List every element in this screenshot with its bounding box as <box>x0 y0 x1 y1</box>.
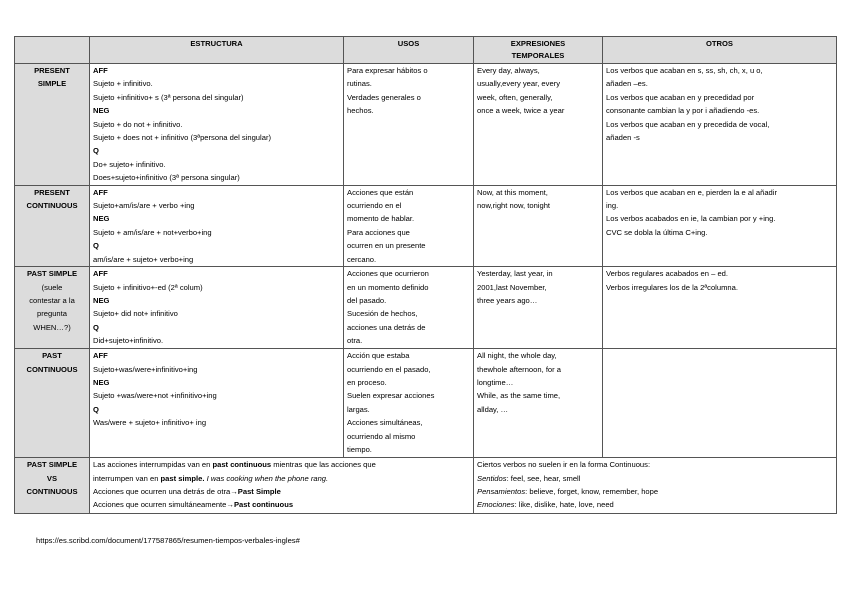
otros-line: CVC se dobla la última C+ing. <box>606 227 708 237</box>
vs-text: Las acciones interrumpidas van en <box>93 460 213 470</box>
otros-line: Los verbos que acaban en s, ss, sh, ch, x, u o, <box>606 66 763 75</box>
otros-line: Los verbos que acaban en y precedidad por <box>606 92 755 102</box>
row-title-note: WHEN…?) <box>33 322 71 332</box>
structure-line: Was/were + sujeto+ infinitivo+ ing <box>93 418 207 428</box>
vs-right-line: Ciertos verbos no suelen ir en la forma Continuous: <box>477 460 651 470</box>
structure-line: Sujeto+was/were+infinitivo+ing <box>93 364 198 374</box>
cell-vs-right <box>474 458 837 514</box>
usos-line: Acciones simultáneas, <box>347 418 423 428</box>
row-past-simple-vs-continuous <box>15 458 837 514</box>
usos-line: largas. <box>347 404 370 414</box>
row-past-continuous <box>15 349 837 458</box>
row-title-note: (suele <box>41 282 63 292</box>
expresiones-line: 2001,last November, <box>477 282 547 292</box>
cell-usos-past-simple <box>344 267 474 349</box>
usos-line: ocurren en un presente <box>347 241 426 251</box>
arrow-right-icon: → <box>230 486 238 496</box>
structure-line: Sujeto + do not + infinitivo. <box>93 119 183 129</box>
usos-line: Verdades generales o <box>347 92 421 102</box>
usos-line: hechos. <box>347 106 374 116</box>
neg-label: NEG <box>93 377 110 387</box>
structure-line: Sujeto+am/is/are + verbo +ing <box>93 201 195 211</box>
usos-line: ocurriendo en el pasado, <box>347 364 431 374</box>
usos-line: del pasado. <box>347 295 387 305</box>
otros-line: Los verbos acabados en ie, la cambian por y +ing. <box>606 214 776 224</box>
usos-line: Acción que estaba <box>347 351 410 361</box>
cell-otros-past-continuous <box>603 349 837 458</box>
vs-bold-text: past simple. <box>160 473 205 483</box>
aff-label: AFF <box>93 66 108 75</box>
aff-label: AFF <box>93 269 108 279</box>
row-title-line: CONTINUOUS <box>26 486 78 496</box>
row-title-line: SIMPLE <box>37 79 67 89</box>
row-title-note: contestar a la <box>29 295 75 305</box>
vs-category: Sentidos <box>477 473 507 483</box>
q-label: Q <box>93 322 99 332</box>
vs-category: Emociones <box>477 500 515 510</box>
neg-label: NEG <box>93 106 110 116</box>
usos-line: Suelen expresar acciones <box>347 391 435 401</box>
expresiones-line: week, often, generally, <box>477 92 553 102</box>
expresiones-line: While, as the same time, <box>477 391 561 401</box>
vs-left-line <box>93 498 470 511</box>
usos-line: Acciones que ocurrieron <box>347 269 429 279</box>
row-title-line: VS <box>46 473 58 483</box>
cell-expresiones-present-simple <box>474 64 603 186</box>
row-title-line: PAST SIMPLE <box>26 460 78 470</box>
otros-line: consonante cambian la y por i añadiendo -es. <box>606 106 760 116</box>
aff-label: AFF <box>93 351 108 361</box>
row-title-line: PAST <box>42 351 62 361</box>
header-expresiones-line: EXPRESIONES <box>510 39 566 48</box>
usos-line: Para acciones que <box>347 227 410 237</box>
vs-text: Acciones que ocurren una detrás de otra <box>93 486 231 496</box>
arrow-right-icon: → <box>226 500 234 510</box>
usos-line: ocurriendo en el <box>347 201 402 211</box>
vs-example-text: I was cooking when the phone rang. <box>206 473 329 483</box>
structure-line: Sujeto + infinitivo. <box>93 79 153 89</box>
structure-line: Do+ sujeto+ infinitivo. <box>93 159 166 169</box>
verb-tenses-table <box>14 36 837 514</box>
expresiones-line: longtime… <box>477 377 514 387</box>
vs-text: interrumpen van en <box>93 473 161 483</box>
header-otros: OTROS <box>603 37 837 64</box>
vs-left-line <box>93 485 470 498</box>
usos-line: ocurriendo al mismo <box>347 431 416 441</box>
row-title-line: PRESENT <box>34 66 70 75</box>
vs-text: : like, dislike, hate, love, need <box>514 500 614 510</box>
row-title-line: CONTINUOUS <box>26 201 78 211</box>
header-expresiones-line: TEMPORALES <box>511 51 565 60</box>
vs-text: Acciones que ocurren simultáneamente <box>93 500 227 510</box>
cell-usos-present-simple <box>344 64 474 186</box>
vs-category: Pensamientos <box>477 486 526 496</box>
header-row <box>15 37 837 64</box>
vs-right-line <box>477 472 833 485</box>
usos-line: tiempo. <box>347 444 372 454</box>
usos-line: en un momento definido <box>347 282 429 292</box>
header-corner <box>15 37 90 64</box>
structure-line: Did+sujeto+infinitivo. <box>93 336 164 346</box>
otros-line: Verbos irregulares los de la 2ªcolumna. <box>606 282 738 292</box>
vs-bold-text: Past Simple <box>237 486 281 496</box>
expresiones-line: Yesterday, last year, in <box>477 269 553 279</box>
header-expresiones <box>474 37 603 64</box>
vs-right-line <box>477 498 833 511</box>
row-title-past-simple <box>15 267 90 349</box>
cell-expresiones-past-continuous <box>474 349 603 458</box>
expresiones-line: allday, … <box>477 404 509 414</box>
row-title-past-continuous <box>15 349 90 458</box>
usos-line: Para expresar hábitos o <box>347 66 428 75</box>
structure-line: am/is/are + sujeto+ verbo+ing <box>93 254 194 264</box>
row-title-line: CONTINUOUS <box>26 364 78 374</box>
usos-line: Sucesión de hechos, <box>347 309 418 319</box>
otros-line: Los verbos que acaban en e, pierden la e al añadir <box>606 187 777 197</box>
otros-line: ing. <box>606 201 619 211</box>
otros-line: Los verbos que acaban en y precedida de vocal, <box>606 119 770 129</box>
expresiones-line: usually,every year, every <box>477 79 561 89</box>
neg-label: NEG <box>93 214 110 224</box>
cell-usos-present-continuous <box>344 185 474 266</box>
cell-expresiones-present-continuous <box>474 185 603 266</box>
cell-estructura-present-continuous <box>90 185 344 266</box>
row-title-line: PRESENT <box>34 187 70 197</box>
expresiones-line: All night, the whole day, <box>477 351 557 361</box>
vs-text: : feel, see, hear, smell <box>506 473 581 483</box>
usos-line: acciones una detrás de <box>347 322 426 332</box>
row-title-present-continuous <box>15 185 90 266</box>
expresiones-line: now,right now, tonight <box>477 201 551 211</box>
expresiones-line: thewhole afternoon, for a <box>477 364 562 374</box>
row-past-simple <box>15 267 837 349</box>
structure-line: Sujeto +infinitivo+ s (3ª persona del singular) <box>93 92 244 102</box>
otros-line: Verbos regulares acabados en – ed. <box>606 269 729 279</box>
cell-expresiones-past-simple <box>474 267 603 349</box>
header-estructura: ESTRUCTURA <box>90 37 344 64</box>
cell-estructura-past-simple <box>90 267 344 349</box>
row-title-note: pregunta <box>37 309 67 319</box>
cell-otros-past-simple <box>603 267 837 349</box>
structure-line: Sujeto + infinitivo+-ed (2ª colum) <box>93 282 203 292</box>
q-label: Q <box>93 241 99 251</box>
cell-otros-present-simple <box>603 64 837 186</box>
otros-line: añaden –es. <box>606 79 648 89</box>
vs-right-line <box>477 485 833 498</box>
expresiones-line: Every day, always, <box>477 66 540 75</box>
usos-line: momento de hablar. <box>347 214 415 224</box>
vs-left-line <box>93 472 470 485</box>
cell-otros-present-continuous <box>603 185 837 266</box>
row-present-continuous <box>15 185 837 266</box>
cell-estructura-present-simple <box>90 64 344 186</box>
expresiones-line: Now, at this moment, <box>477 187 548 197</box>
structure-line: Sujeto + does not + infinitivo (3ªpersona del singular) <box>93 133 271 143</box>
header-usos: USOS <box>344 37 474 64</box>
vs-text: mientras que las acciones que <box>271 460 376 470</box>
vs-bold-text: Past continuous <box>233 500 294 510</box>
vs-bold-text: past continuous <box>212 460 272 470</box>
row-title-vs <box>15 458 90 514</box>
structure-line: Sujeto +was/were+not +infinitivo+ing <box>93 391 217 401</box>
otros-line: añaden -s <box>606 133 640 143</box>
q-label: Q <box>93 146 99 156</box>
q-label: Q <box>93 404 99 414</box>
cell-estructura-past-continuous <box>90 349 344 458</box>
vs-left-line <box>93 458 470 471</box>
usos-line: Acciones que están <box>347 187 414 197</box>
structure-line: Sujeto + am/is/are + not+verbo+ing <box>93 227 212 237</box>
expresiones-line: once a week, twice a year <box>477 106 565 116</box>
vs-text: : believe, forget, know, remember, hope <box>525 486 659 496</box>
usos-line: en proceso. <box>347 377 387 387</box>
row-present-simple <box>15 64 837 186</box>
neg-label: NEG <box>93 295 110 305</box>
usos-line: cercano. <box>347 254 377 264</box>
expresiones-line: three years ago… <box>477 295 538 305</box>
usos-line: rutinas. <box>347 79 372 89</box>
aff-label: AFF <box>93 187 108 197</box>
usos-line: otra. <box>347 336 363 346</box>
cell-usos-past-continuous <box>344 349 474 458</box>
cell-vs-left <box>90 458 474 514</box>
structure-line: Sujeto+ did not+ infinitivo <box>93 309 178 319</box>
row-title-present-simple <box>15 64 90 186</box>
structure-line: Does+sujeto+infinitivo (3ª persona singular) <box>93 173 240 183</box>
row-title-line: PAST SIMPLE <box>26 269 78 279</box>
source-url: https://es.scribd.com/document/177587865/resumen-tiempos-verbales-ingles# <box>36 536 300 545</box>
